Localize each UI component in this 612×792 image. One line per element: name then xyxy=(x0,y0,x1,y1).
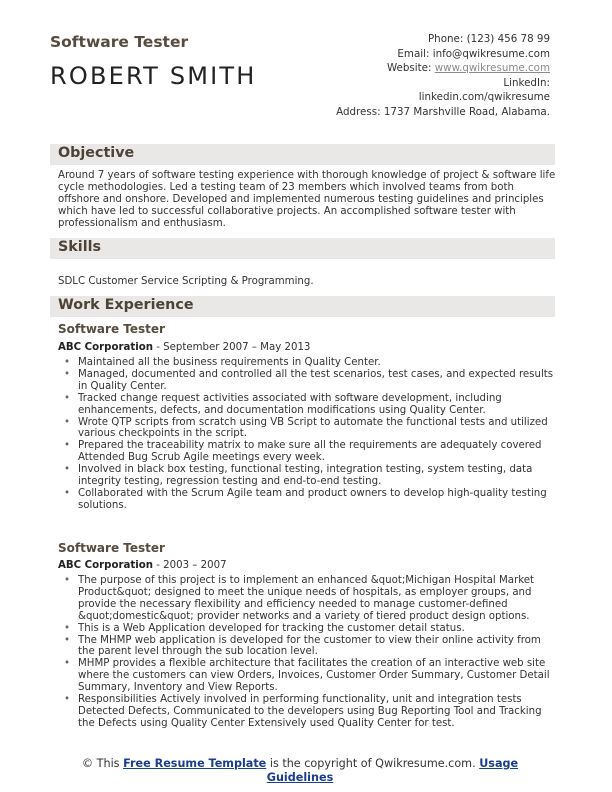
objective-text: Around 7 years of software testing experience with thorough knowledge of project & software life cycle methodologies. Led a testing team of 23 members which involved teams from both offshore and onshore. Developed and implemented numerous testing guidelines and principles which have led to successful collaborative projects. An accomplished software tester with professionalism and enthusiasm. xyxy=(58,170,556,230)
website-label: Website: xyxy=(386,62,432,75)
email-label: Email: xyxy=(397,47,430,60)
skills-section-header xyxy=(50,238,555,259)
job-2-title: Software Tester xyxy=(58,541,165,555)
list-item: • Responsibilities Actively involved in performing functionality, unit and integration tests Detected Defects, Communicated to the developers using Bug Reporting Tool and Tracking the Defects using Quality Center Extensively used Quality Center for test. xyxy=(58,694,558,730)
list-item: • The MHMP web application is developed for the customer to view their online activity from the parent level through the sub location level. xyxy=(58,635,558,659)
job-1-bullet-list xyxy=(58,357,558,512)
free-resume-template-link[interactable]: Free Resume Template xyxy=(123,757,267,770)
job-2-company-line xyxy=(58,560,227,571)
list-item: • This is a Web Application developed for tracking the customer detail status. xyxy=(58,623,558,635)
contact-address xyxy=(290,105,550,120)
copyright-footer xyxy=(50,757,550,785)
skills-heading: Skills xyxy=(58,239,102,255)
list-item: • Tracked change request activities associated with software development, including enhancements, defects, and documentation modifications using Quality Center. xyxy=(58,393,558,417)
contact-phone xyxy=(290,32,550,47)
list-item: • Involved in black box testing, functional testing, integration testing, system testing, data integrity testing, regression testing and end-to-end testing. xyxy=(58,464,558,488)
job-1-company-line xyxy=(58,342,310,353)
skills-text: SDLC Customer Service Scripting & Programming. xyxy=(58,276,314,287)
work-heading: Work Experience xyxy=(58,297,194,313)
phone-value: (123) 456 78 99 xyxy=(466,33,550,45)
footer-middle: is the copyright of Qwikresume.com. xyxy=(266,757,480,770)
job-1-company: ABC Corporation xyxy=(58,342,153,353)
footer-prefix: © This xyxy=(81,757,124,770)
contact-linkedin-label: LinkedIn: xyxy=(503,76,550,89)
contact-block xyxy=(290,32,550,120)
usage-guidelines-link[interactable]: Usage Guidelines xyxy=(266,757,519,784)
list-item: • The purpose of this project is to implement an enhanced &quot;Michigan Hospital Market Product&quot; designed to meet the unique needs of hospitals, as employer groups, and provide the necessary flexibility and efficiency needed to manage customer-defined &quot;domestic&quot; provider networks and a variety of tiered product design options. xyxy=(58,575,558,623)
list-item: • Maintained all the business requirements in Quality Center. xyxy=(58,357,558,369)
website-link[interactable]: www.qwikresume.com xyxy=(434,62,550,75)
candidate-name: ROBERT SMITH xyxy=(50,62,257,90)
job-2-company: ABC Corporation xyxy=(58,560,153,571)
objective-section-header xyxy=(50,144,555,165)
resume-job-title: Software Tester xyxy=(50,33,189,51)
contact-linkedin-value: linkedin.com/qwikresume xyxy=(418,91,550,104)
list-item: • Wrote QTP scripts from scratch using VB Script to automate the functional tests and utilized various checkpoints in the script. xyxy=(58,417,558,441)
job-2-dates: - 2003 – 2007 xyxy=(152,560,227,571)
address-label: Address: xyxy=(336,105,381,118)
phone-label: Phone: xyxy=(427,33,464,45)
list-item: • Collaborated with the Scrum Agile team and product owners to develop high-quality testing solutions. xyxy=(58,488,558,512)
job-2-bullet-list xyxy=(58,575,558,730)
email-value: info@qwikresume.com xyxy=(432,47,550,60)
list-item: • Prepared the traceability matrix to make sure all the requirements are adequately covered Attended Bug Scrub Agile meetings every week. xyxy=(58,440,558,464)
address-value: 1737 Marshville Road, Alabama. xyxy=(383,105,550,118)
objective-heading: Objective xyxy=(58,145,135,161)
work-section-header xyxy=(50,296,555,317)
list-item: • Managed, documented and controlled all the test scenarios, test cases, and expected results in Quality Center. xyxy=(58,369,558,393)
contact-email xyxy=(290,47,550,62)
job-1-title: Software Tester xyxy=(58,322,165,336)
job-1-dates: - September 2007 – May 2013 xyxy=(152,342,311,353)
list-item: • MHMP provides a flexible architecture that facilitates the creation of an interactive web site where the customers can view Orders, Invoices, Customer Order Summary, Customer Detail Summary, Inventory and View Reports. xyxy=(58,658,558,694)
contact-website xyxy=(290,61,550,76)
